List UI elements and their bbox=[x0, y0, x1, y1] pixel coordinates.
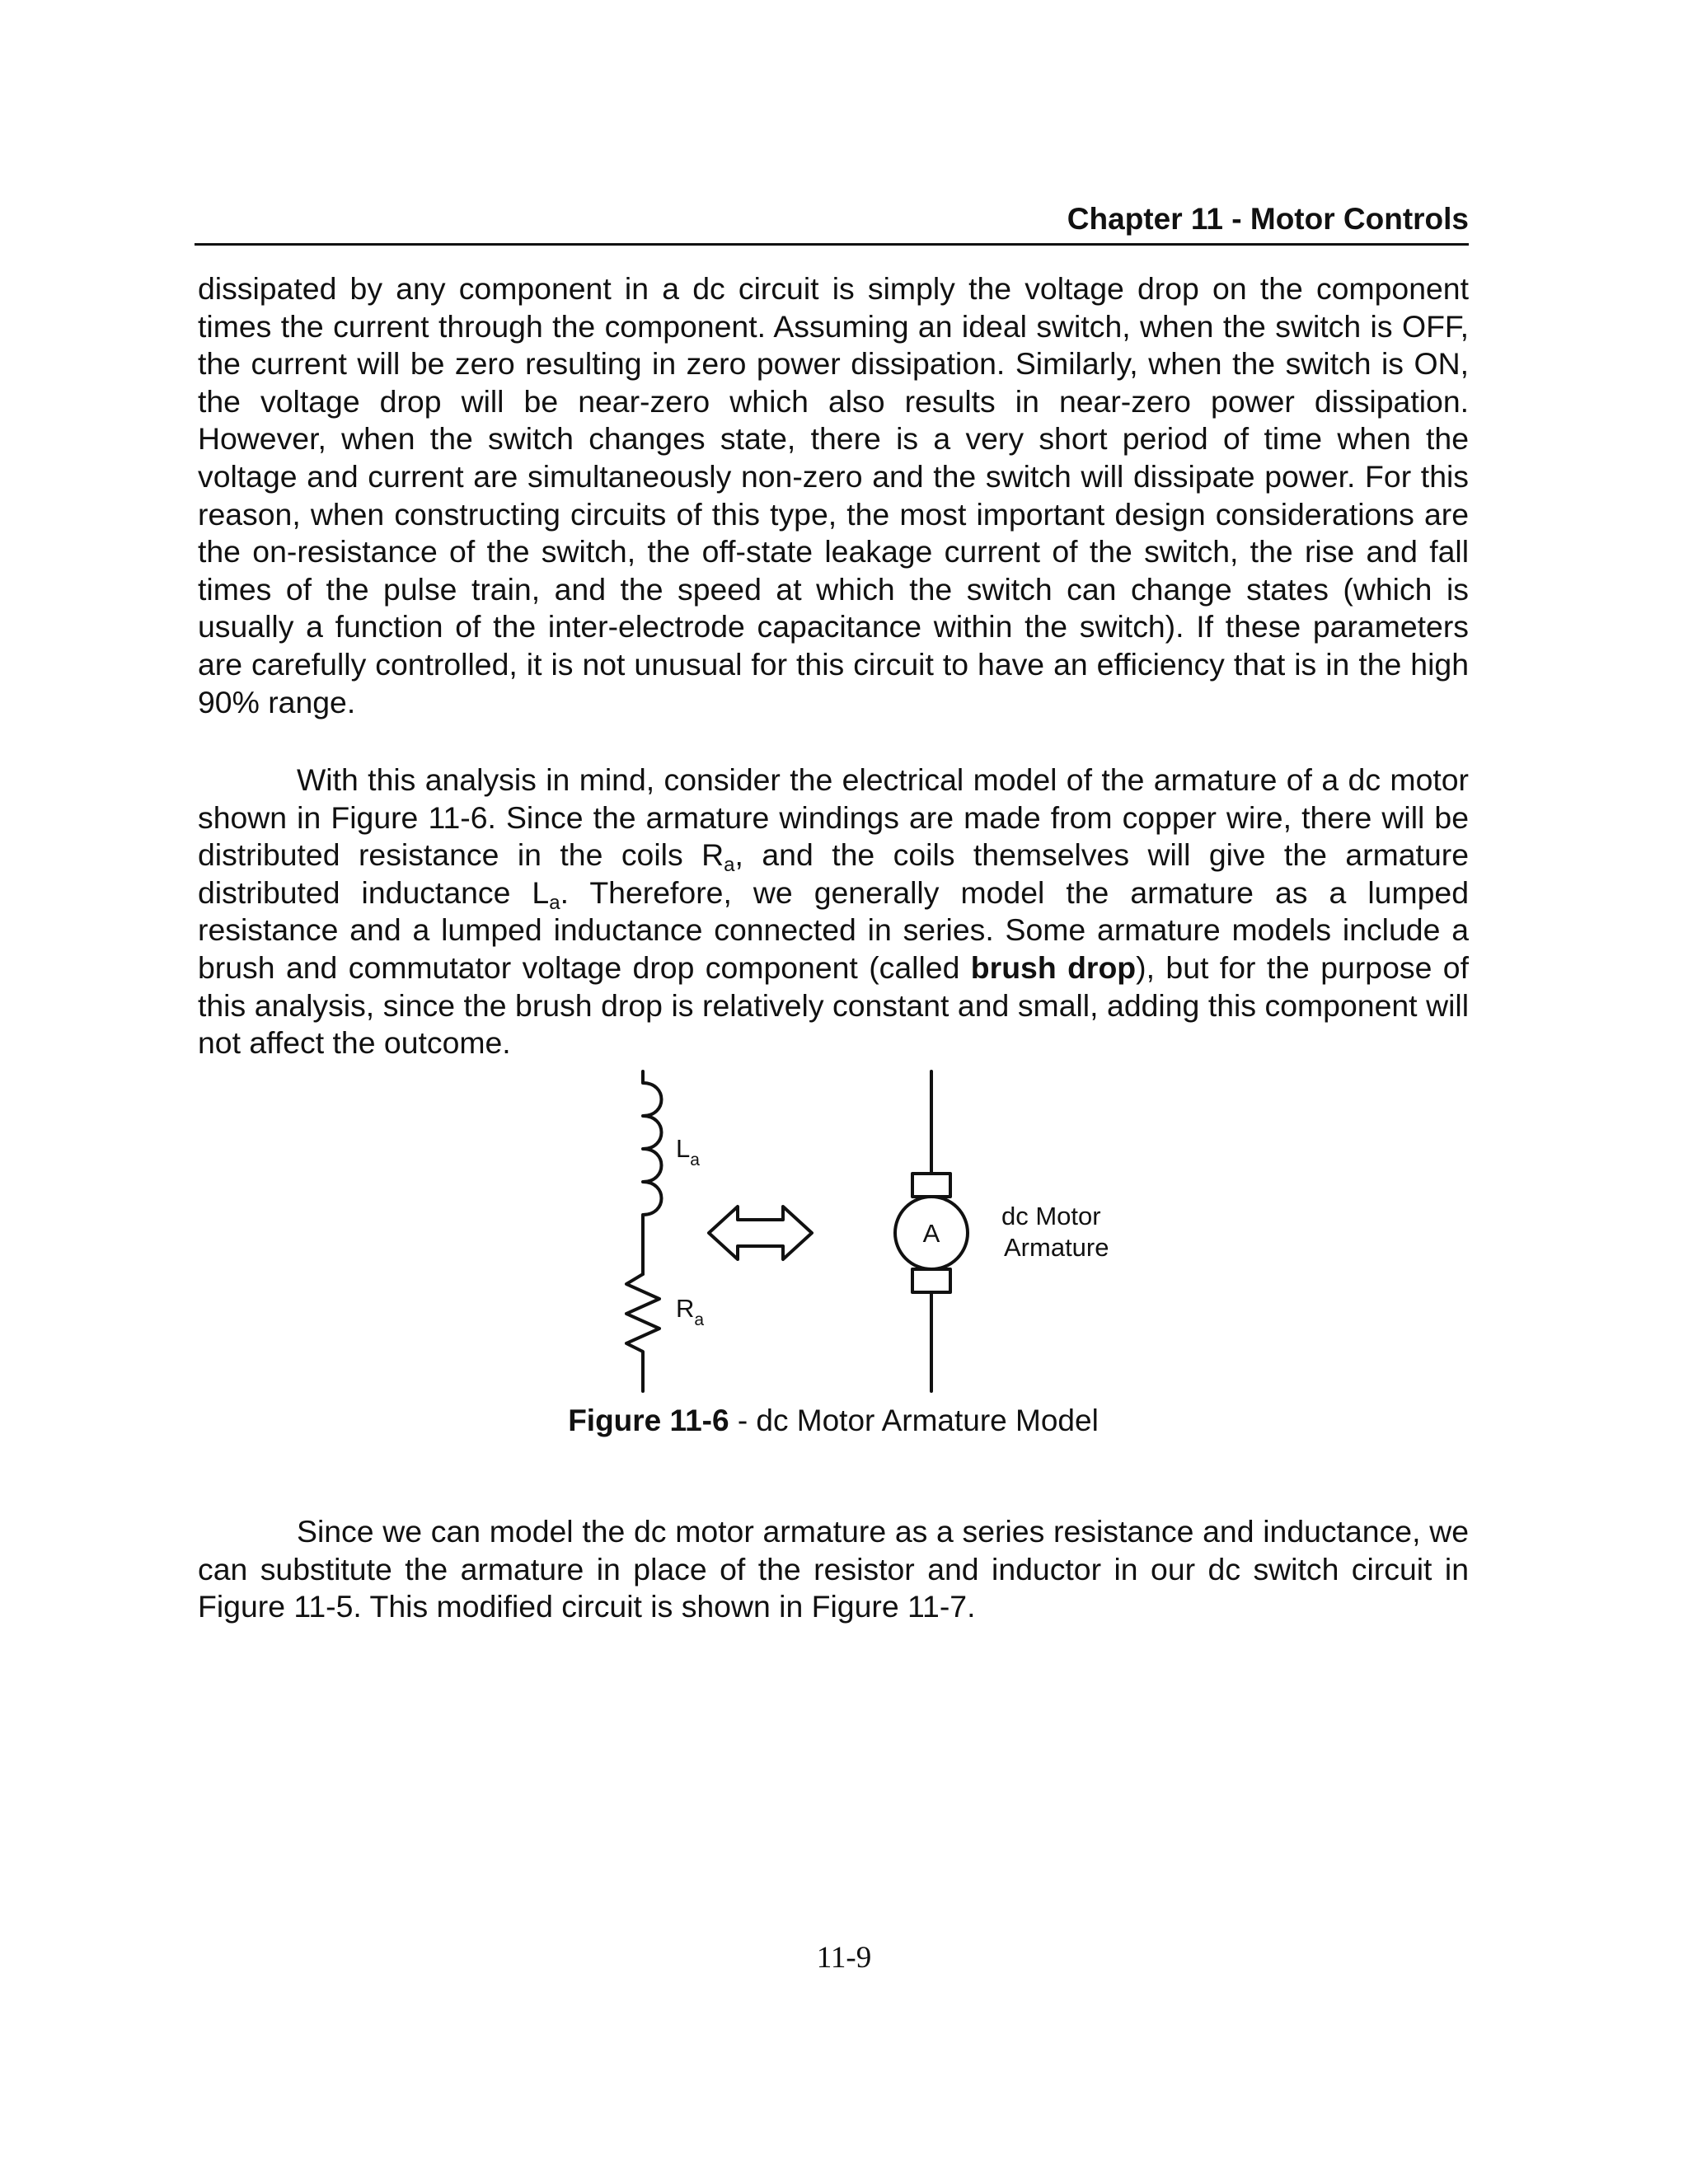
figure-caption-text: - dc Motor Armature Model bbox=[729, 1404, 1099, 1437]
armature-brush-top bbox=[912, 1174, 950, 1197]
chapter-header: Chapter 11 - Motor Controls bbox=[1067, 202, 1469, 236]
armature-symbol-label: A bbox=[922, 1219, 940, 1248]
armature-label-line2: Armature bbox=[1004, 1233, 1109, 1262]
armature-label-line1: dc Motor bbox=[1001, 1202, 1101, 1230]
armature-brush-bottom bbox=[912, 1269, 950, 1292]
inductor-symbol bbox=[643, 1071, 662, 1274]
paragraph-substitution: Since we can model the dc motor armature as a series resistance and inductance, we can substitute the armature in place of the resistor and inductor in our dc switch circuit in Figure 11-5. This modified circuit is shown in Figure 11-7. bbox=[198, 1514, 1469, 1624]
paragraph-text-segment: , and the coils themselves will give the armature distributed inductance L bbox=[198, 837, 1469, 910]
paragraph-text-segment: With this analysis in mind, consider the electrical model of the armature of a dc motor shown in Figure 11-6. Since the armature windings are made from copper wire, there will be distributed resistance in the coils R bbox=[198, 762, 1469, 873]
inductor-label: $L_a$ bbox=[676, 1134, 700, 1169]
figure-number: Figure 11-6 bbox=[568, 1404, 729, 1437]
paragraph-power-dissipation: dissipated by any component in a dc circuit is simply the voltage drop on the component times the current through the component. Assuming an ideal switch, when the switch is OFF, the current will be zero resulting in zero power dissipation. Similarly, when the switch is ON, the voltage drop will be near-zero which also results in near-zero power dissipation. However, when the switch changes state, there is a very short period of time when the voltage and current are simultaneously non-zero and the switch will dissipate power. For this reason, when constructing circuits of this type, the most important design considerations are the on-resistance of the switch, the off-state leakage current of the switch, the rise and fall times of the pulse train, and the speed at which the switch can change states (which is usually a function of the inter-electrode capacitance within the switch). If these parameters are carefully controlled, it is not unusual for this circuit to have an efficiency that is in the high 90% range. bbox=[198, 271, 1469, 719]
resistor-label: $R_a$ bbox=[676, 1294, 705, 1329]
armature-model-diagram bbox=[593, 1068, 1137, 1399]
paragraph-armature-model bbox=[198, 762, 1469, 1062]
subscript-a: a bbox=[724, 854, 735, 877]
paragraph-text-segment: ), but for the purpose of this analysis, since the brush drop is relatively constant and small, adding this component will not affect the outcome. bbox=[198, 949, 1469, 1061]
subscript-a: a bbox=[549, 891, 560, 914]
equivalence-double-arrow-icon bbox=[709, 1207, 812, 1259]
page-number: 11-9 bbox=[816, 1941, 872, 1975]
paragraph-text-segment: . Therefore, we generally model the armature as a lumped resistance and a lumped inductance connected in series. Some armature models include a brush and commutator voltage drop component (called bbox=[198, 874, 1469, 985]
term-brush-drop: brush drop bbox=[970, 949, 1137, 985]
resistor-symbol bbox=[626, 1274, 659, 1391]
header-rule bbox=[195, 243, 1469, 246]
figure-caption bbox=[198, 1401, 1469, 1441]
